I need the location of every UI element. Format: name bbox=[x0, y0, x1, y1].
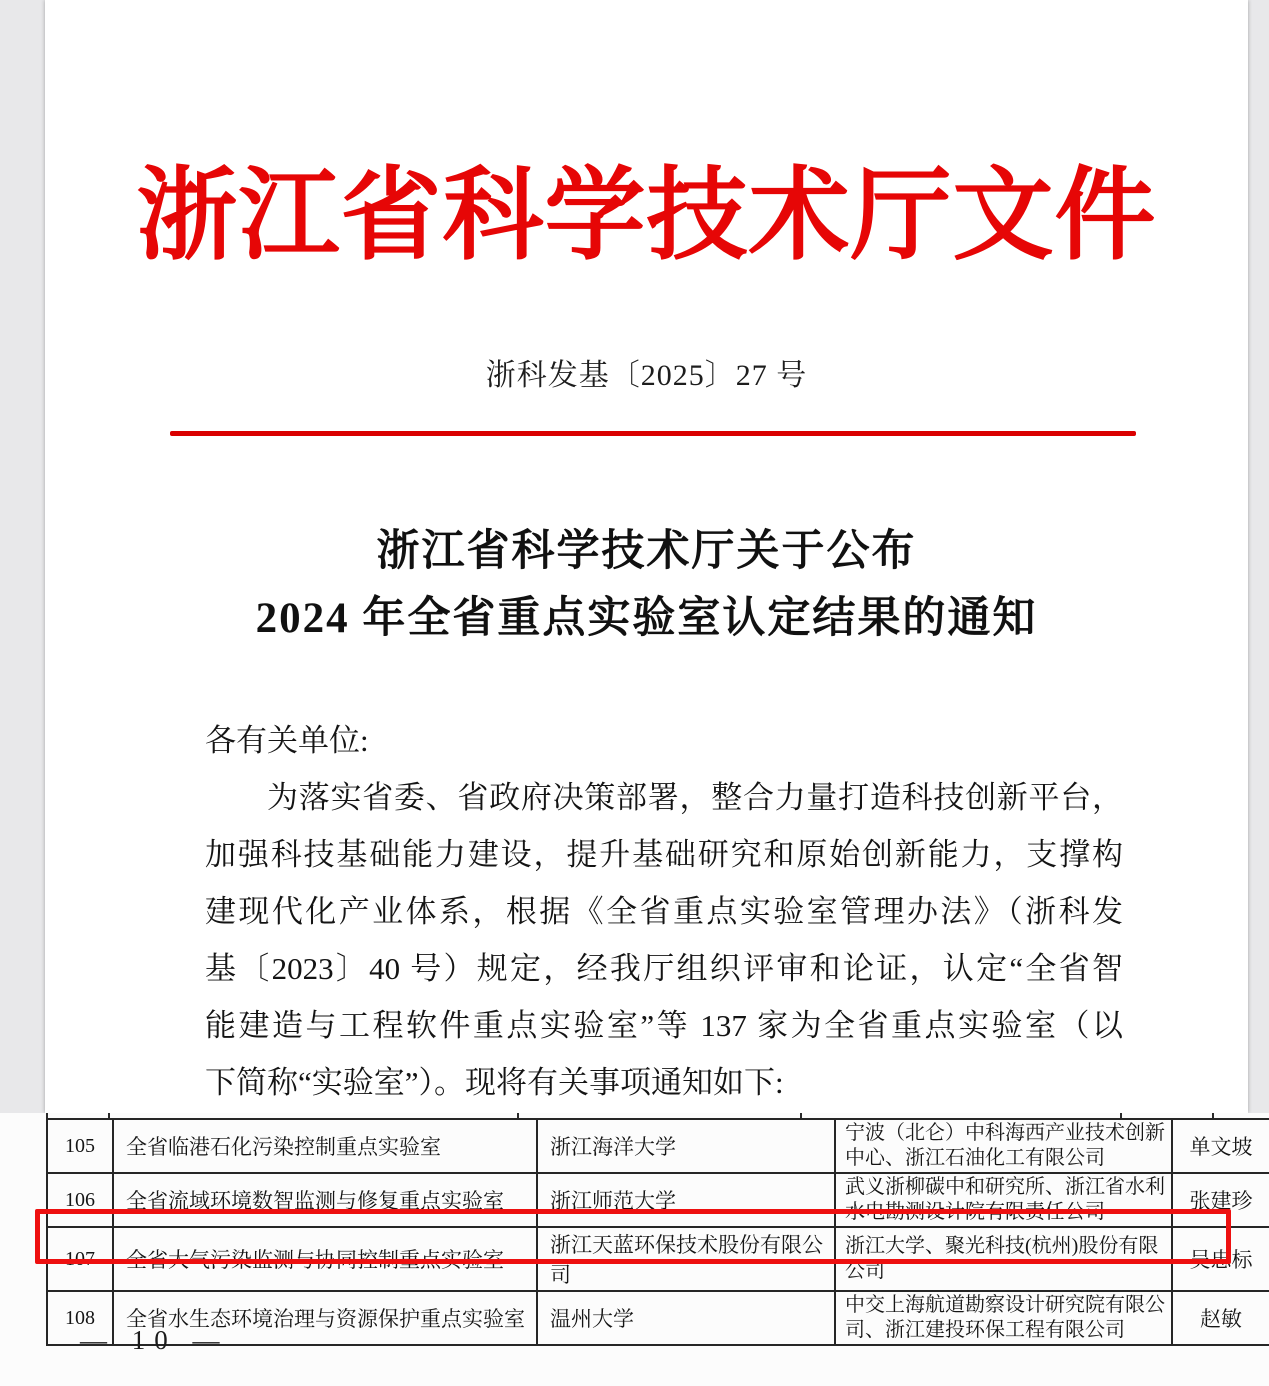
lab-table-section bbox=[0, 1113, 1269, 1386]
cell-row-number: 108 bbox=[47, 1291, 113, 1345]
body-salutation: 各有关单位: bbox=[205, 723, 369, 758]
letterhead-divider bbox=[170, 431, 1136, 436]
cell-director: 吴忠标 bbox=[1172, 1227, 1269, 1291]
cell-director: 单文坡 bbox=[1172, 1119, 1269, 1173]
key-lab-table bbox=[46, 1118, 1269, 1346]
table-row-106 bbox=[47, 1173, 1269, 1227]
body-line: 下简称“实验室”）。现将有关事项通知如下: bbox=[205, 1065, 784, 1100]
cell-host-unit: 浙江师范大学 bbox=[537, 1173, 835, 1227]
cell-partner-units: 宁波（北仑）中科海西产业技术创新中心、浙江石油化工有限公司 bbox=[835, 1119, 1172, 1173]
table-row-108 bbox=[47, 1291, 1269, 1345]
body-line: 建现代化产业体系，根据《全省重点实验室管理办法》（浙科发 bbox=[205, 894, 1123, 929]
cell-partner-units: 中交上海航道勘察设计研究院有限公司、浙江建投环保工程有限公司 bbox=[835, 1291, 1172, 1345]
cell-director: 赵敏 bbox=[1172, 1291, 1269, 1345]
table-row-107-highlighted bbox=[47, 1227, 1269, 1291]
body-line: 为落实省委、省政府决策部署，整合力量打造科技创新平台， bbox=[267, 780, 1123, 815]
cell-director: 张建珍 bbox=[1172, 1173, 1269, 1227]
cell-lab-name: 全省流域环境数智监测与修复重点实验室 bbox=[113, 1173, 537, 1227]
cell-row-number: 106 bbox=[47, 1173, 113, 1227]
cell-host-unit: 浙江天蓝环保技术股份有限公司 bbox=[537, 1227, 835, 1291]
cell-host-unit: 温州大学 bbox=[537, 1291, 835, 1345]
body-line: 加强科技基础能力建设，提升基础研究和原始创新能力，支撑构 bbox=[205, 837, 1123, 872]
cell-lab-name: 全省临港石化污染控制重点实验室 bbox=[113, 1119, 537, 1173]
notice-title-line1: 浙江省科学技术厅关于公布 bbox=[376, 528, 917, 575]
cell-host-unit: 浙江海洋大学 bbox=[537, 1119, 835, 1173]
table-row-105 bbox=[47, 1119, 1269, 1173]
notice-body bbox=[205, 712, 1123, 1111]
cell-row-number: 105 bbox=[47, 1119, 113, 1173]
notice-title-line2: 2024 年全省重点实验室认定结果的通知 bbox=[255, 595, 1038, 642]
body-line: 能建造与工程软件重点实验室”等 137 家为全省重点实验室（以 bbox=[205, 1008, 1123, 1043]
notice-title bbox=[45, 518, 1248, 652]
letterhead-title: 浙江省科学技术厅文件 bbox=[136, 160, 1157, 272]
document-number: 浙科发基〔2025〕27 号 bbox=[485, 359, 808, 392]
document-page bbox=[45, 0, 1248, 1113]
body-line: 基〔2023〕40 号）规定，经我厅组织评审和论证，认定“全省智 bbox=[205, 951, 1123, 986]
cell-row-number: 107 bbox=[47, 1227, 113, 1291]
cell-partner-units: 武义浙柳碳中和研究所、浙江省水利水电勘测设计院有限责任公司 bbox=[835, 1173, 1172, 1227]
cell-lab-name: 全省大气污染监测与协同控制重点实验室 bbox=[113, 1227, 537, 1291]
cell-lab-name: 全省水生态环境治理与资源保护重点实验室 bbox=[113, 1291, 537, 1345]
page-number: — 10 — bbox=[80, 1325, 229, 1355]
cell-partner-units: 浙江大学、聚光科技(杭州)股份有限公司 bbox=[835, 1227, 1172, 1291]
